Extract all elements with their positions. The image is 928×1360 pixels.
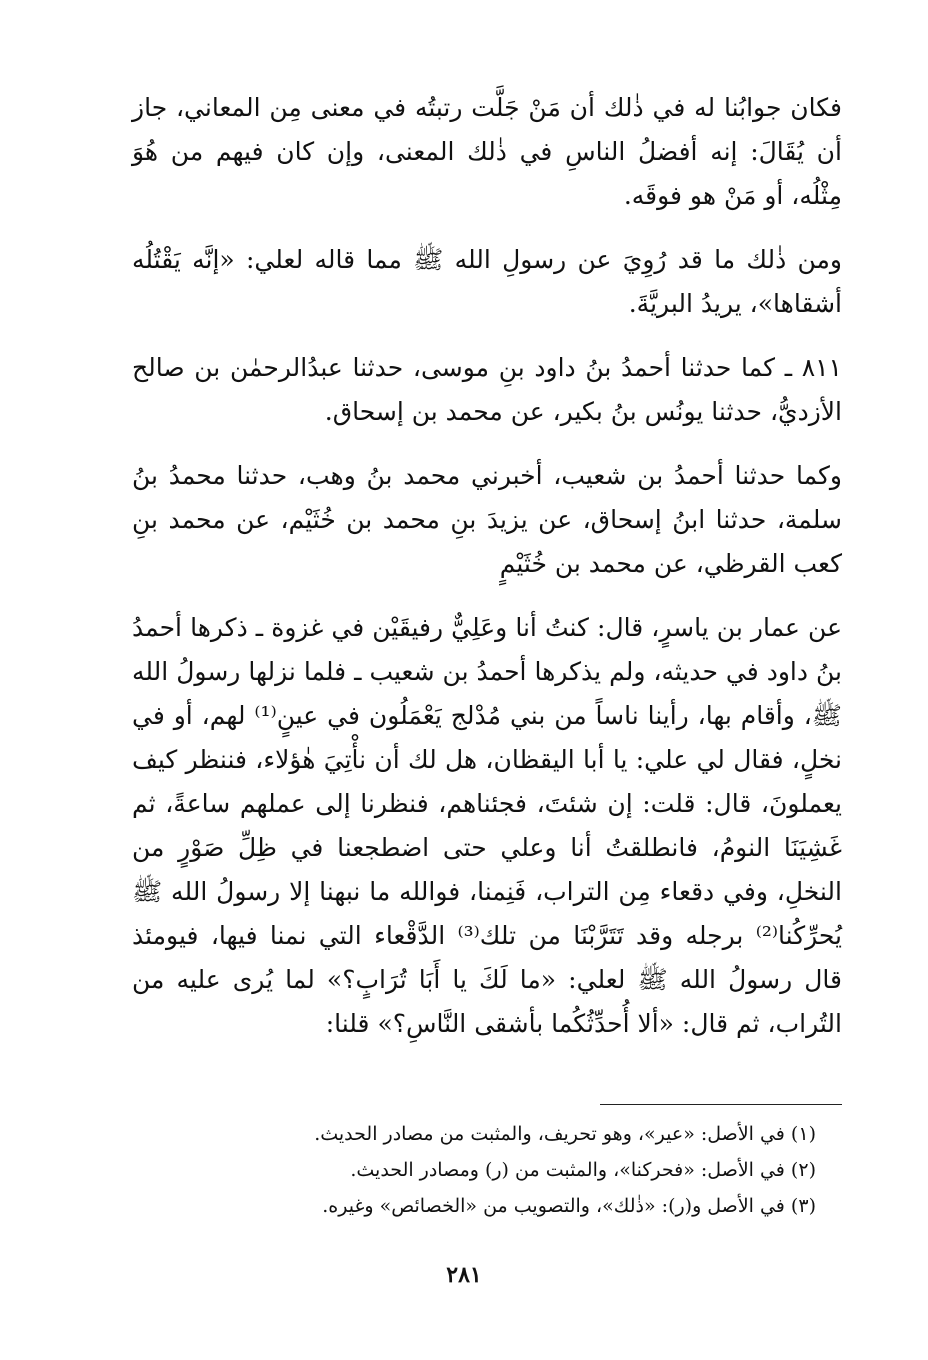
footnote-2: (٢) في الأصل: «فحركنا»، والمثبت من (ر) ومصادر الحديث.: [350, 1159, 816, 1181]
paragraph-4-isnad: وكما حدثنا أحمدُ بن شعيب، أخبرني محمد بنُ وهب، حدثنا محمدُ بنُ سلمة، حدثنا ابنُ إسحاق، عن يزيدَ بنِ محمد بن خُثَيْم، عن محمد بنِ كعب القرظي، عن محمد بن خُثَيْمٍ: [132, 461, 842, 578]
paragraph-1: فكان جوابُنا له في ذٰلك أن مَنْ جَلَّت رتبتُه في معنى مِن المعاني، جاز أن يُقَالَ: إنه أفضلُ الناسِ في ذٰلك المعنى، وإن كان فيهم من هُوَ مِثْلُه، أو مَنْ هو فوقَه.: [132, 93, 842, 210]
page-number: ٢٨١: [446, 1262, 482, 1288]
footnote-1: (١) في الأصل: «عير»، وهو تحريف، والمثبت من مصادر الحديث.: [314, 1123, 816, 1145]
main-text: [132, 86, 842, 1046]
paragraph-5-narration: عن عمار بن ياسرٍ، قال: كنتُ أنا وعَلِيٌّ رفيقَيْن في غزوة ـ ذكرها أحمدُ بنُ داود في حديثه، ولم يذكرها أحمدُ بن شعيب ـ فلما نزلها رسولُ الله ﷺ، وأقام بها، رأينا ناساً من بني مُدْلج يَعْمَلُون في عينٍ⁽¹⁾ لهم، أو في نخلٍ، فقال لي علي: يا أبا اليقظان، هل لك أن نأْتِيَ هٰؤلاء، فننظر كيف يعملونَ، قال: قلت: إن شئتَ، فجئناهم، فنظرنا إلى عملهم ساعةً، ثم غَشِيَنَا النومُ، فانطلقتُ أنا وعلي حتى اضطجعنا في ظِلِّ صَوْرٍ من النخلِ، وفي دقعاء مِن التراب، فَنِمنا، فوالله ما نبهنا إلا رسولُ الله ﷺ يُحرِّكُنا⁽²⁾ برجله وقد تَتَرَّبْنَا من تلك⁽³⁾ الدَّقْعاء التي نمنا فيها، فيومئذ قال رسولُ الله ﷺ لعلي: «ما لَكَ يا أَبَا تُرَابٍ؟» لما يُرى عليه من التُراب، ثم قال: «ألا أُحدِّثُكُما بأشقى النَّاسِ؟» قلنا:: [132, 613, 842, 1038]
paragraph-2: ومن ذٰلك ما قد رُوِيَ عن رسولِ الله ﷺ مما قاله لعلي: «إنَّه يَقْتُلُه أشقاها»، يريدُ البريَّةَ.: [132, 245, 842, 318]
footnotes: [132, 1116, 816, 1224]
paragraph-3-hadith-811: ٨١١ ـ كما حدثنا أحمدُ بنُ داود بنِ موسى، حدثنا عبدُالرحمٰن بن صالح الأزديُّ، حدثنا يونُس بنُ بكير، عن محمد بن إسحاق.: [132, 353, 842, 426]
footnote-3: (٣) في الأصل و(ر): «ذٰلك»، والتصويب من «الخصائص» وغيره.: [322, 1195, 816, 1217]
footnote-separator: [600, 1104, 842, 1105]
